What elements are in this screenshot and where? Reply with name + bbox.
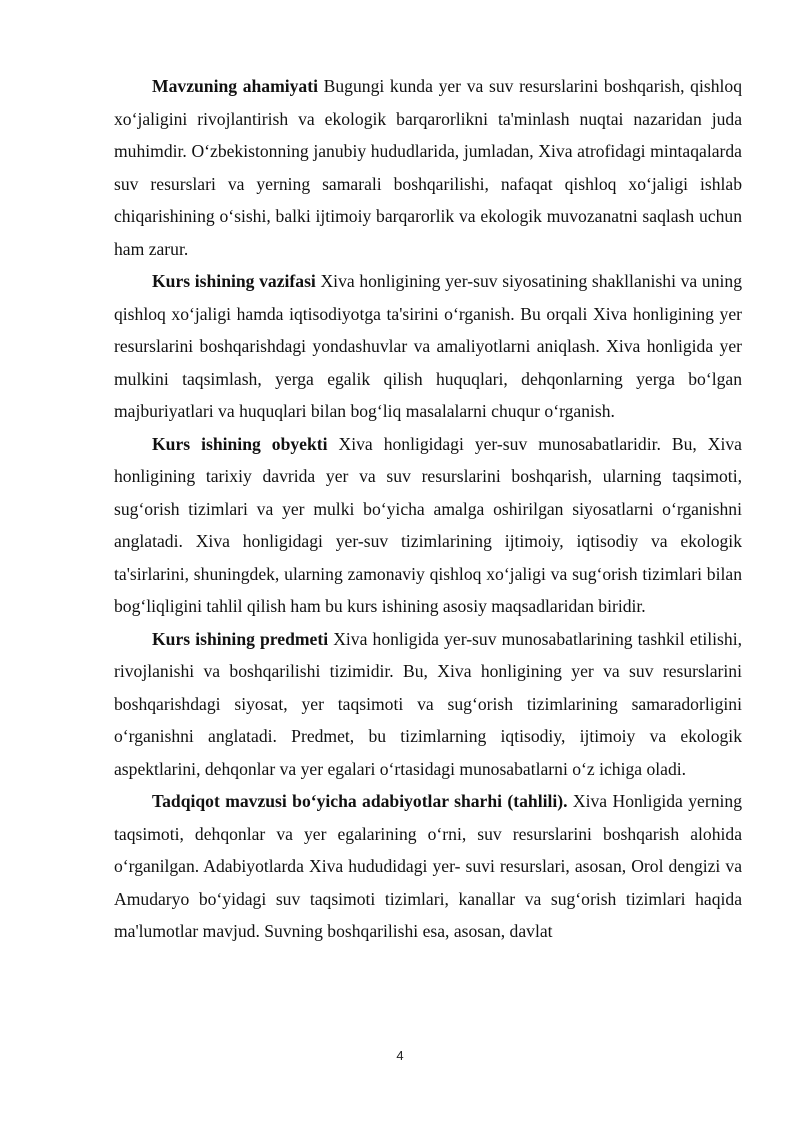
paragraph-heading: Tadqiqot mavzusi bo‘yicha adabiyotlar sharhi (tahlili). (152, 791, 568, 811)
page-number: 4 (396, 1048, 404, 1063)
paragraph-text: Xiva honligida yer-suv munosabatlarining tashkil etilishi, rivojlanishi va boshqarilishi tizimidir. Bu, Xiva honligining yer va suv resurslarini boshqarishdagi siyosat, yer taqsimoti va sug‘orish tizimlarining samaradorligini o‘rganishni anglatadi. Predmet, bu tizimlarning iqtisodiy, ijtimoiy va ekologik aspektlarini, dehqonlar va yer egalari o‘rtasidagi munosabatlarni o‘z ichiga oladi. (114, 628, 742, 779)
paragraph-text: Bugungi kunda yer va suv resurslarini boshqarish, qishloq xo‘jaligini rivojlantirish va ekologik barqarorlikni ta'minlash nuqtai nazaridan juda muhimdir. O‘zbekistonning janubiy hududlarida, jumladan, Xiva atrofidagi mintaqalarda suv resurslari va yerning samarali boshqarilishi, nafaqat qishloq xo‘jaligi ishlab chiqarishining o‘sishi, balki ijtimoiy barqarorlik va ekologik muvozanatni saqlash uchun ham zarur. (114, 76, 742, 259)
paragraph-heading: Kurs ishining obyekti (152, 433, 328, 454)
paragraph-literature-review (114, 785, 742, 948)
document-body (114, 70, 742, 948)
paragraph-subject (114, 623, 742, 786)
paragraph-text: Xiva Honligida yerning taqsimoti, dehqonlar va yer egalarining o‘rni, suv resurslarini boshqarish alohida o‘rganilgan. Adabiyotlarda Xiva hududidagi yer- suvi resurslari, asosan, Orol dengizi va Amudaryo bo‘yidagi suv taqsimoti tizimlari, kanallar va sug‘orish tizimlari haqida ma'lumotlar mavjud. Suvning boshqarilishi esa, asosan, davlat (114, 791, 742, 941)
paragraph-object (114, 428, 742, 623)
paragraph-heading: Kurs ishining vazifasi (152, 271, 316, 291)
paragraph-tasks (114, 265, 742, 428)
paragraph-heading: Kurs ishining predmeti (152, 628, 329, 649)
paragraph-text: Xiva honligining yer-suv siyosatining shakllanishi va uning qishloq xo‘jaligi hamda iqtisodiyotga ta'sirini o‘rganish. Bu orqali Xiva honligining yer resurslarini boshqarishdagi yondashuvlar va amaliyotlarni aniqlash. Xiva honligida yer mulkini taqsimlash, yerga egalik qilish huquqlari, dehqonlarning yerga bo‘lgan majburiyatlari va huquqlari bilan bog‘liq masalalarni chuqur o‘rganish. (114, 271, 742, 421)
paragraph-heading: Mavzuning ahamiyati (152, 76, 318, 96)
paragraph-significance (114, 70, 742, 265)
paragraph-text: Xiva honligidagi yer-suv munosabatlaridir. Bu, Xiva honligining tarixiy davrida yer va suv resurslarini boshqarish, ularning taqsimoti, sug‘orish tizimlari va yer mulki bo‘yicha amalga oshirilgan siyosatlarni o‘rganishni anglatadi. Xiva honligidagi yer-suv tizimlarining ijtimoiy, iqtisodiy va ekologik ta'sirlarini, shuningdek, ularning zamonaviy qishloq xo‘jaligi va sug‘orish tizimlari bilan bog‘liqligini tahlil qilish ham bu kurs ishining asosiy maqsadlaridan biridir. (114, 433, 742, 616)
